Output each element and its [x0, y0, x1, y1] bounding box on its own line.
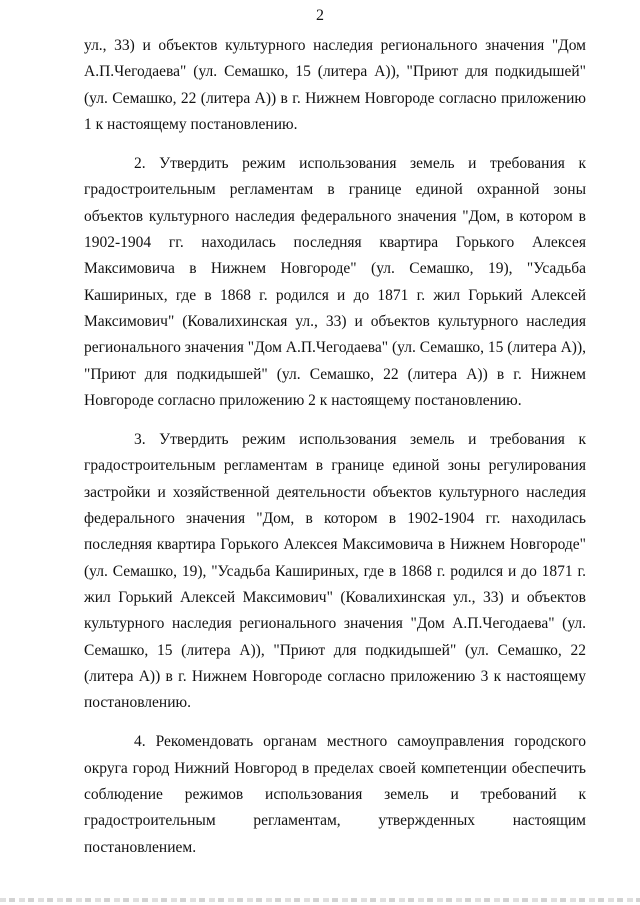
paragraph-continuation: ул., 33) и объектов культурного наследия регионального значения "Дом А.П.Чегодаева" (ул. Семашко, 15 (литера А)), "Приют для подкидышей" (ул. Семашко, 22 (литера А)) в г. Нижнем Новгороде согласно приложению 1 к настоящему постановлению. — [84, 37, 586, 133]
paragraph-item-3: 3. Утвердить режим использования земель и требования к градостроительным регламентам в границе единой зоны регулирования застройки и хозяйственной деятельности объектов культурного наследия федерального значения "Дом, в котором в 1902-1904 гг. находилась последняя квартира Горького Алексея Максимовича в Нижнем Новгороде" (ул. Семашко, 19), "Усадьба Кашириных, где в 1868 г. родился и до 1871 г. жил Горький Алексей Максимович" (Ковалихинская ул., 33) и объектов культурного наследия регионального значения "Дом А.П.Чегодаева" (ул. Семашко, 15 (литера А)), "Приют для подкидышей" (ул. Семашко, 22 (литера А)) в г. Нижнем Новгороде согласно приложению 3 к настоящему постановлению. — [84, 431, 586, 712]
paragraph-item-4: 4. Рекомендовать органам местного самоуправления городского округа город Нижний Новгород в пределах своей компетенции обеспечить соблюдение режимов использования земель и требований к градостроительным регламентам, утвержденных настоящим постановлением. — [84, 733, 586, 856]
paragraph-item-2: 2. Утвердить режим использования земель и требования к градостроительным регламентам в границе единой охранной зоны объектов культурного наследия федерального значения "Дом, в котором в 1902-1904 гг. находилась последняя квартира Горького Алексея Максимовича в Нижнем Новгороде" (ул. Семашко, 19), "Усадьба Кашириных, где в 1868 г. родился и до 1871 г. жил Горький Алексей Максимович" (Ковалихинская ул., 33) и объектов культурного наследия регионального значения "Дом А.П.Чегодаева" (ул. Семашко, 15 (литера А)), "Приют для подкидышей" (ул. Семашко, 22 (литера А)) в г. Нижнем Новгороде согласно приложению 2 к настоящему постановлению. — [84, 155, 586, 409]
page-number: 2 — [316, 7, 324, 24]
scan-bottom-edge — [0, 898, 640, 902]
document-body — [84, 33, 586, 861]
